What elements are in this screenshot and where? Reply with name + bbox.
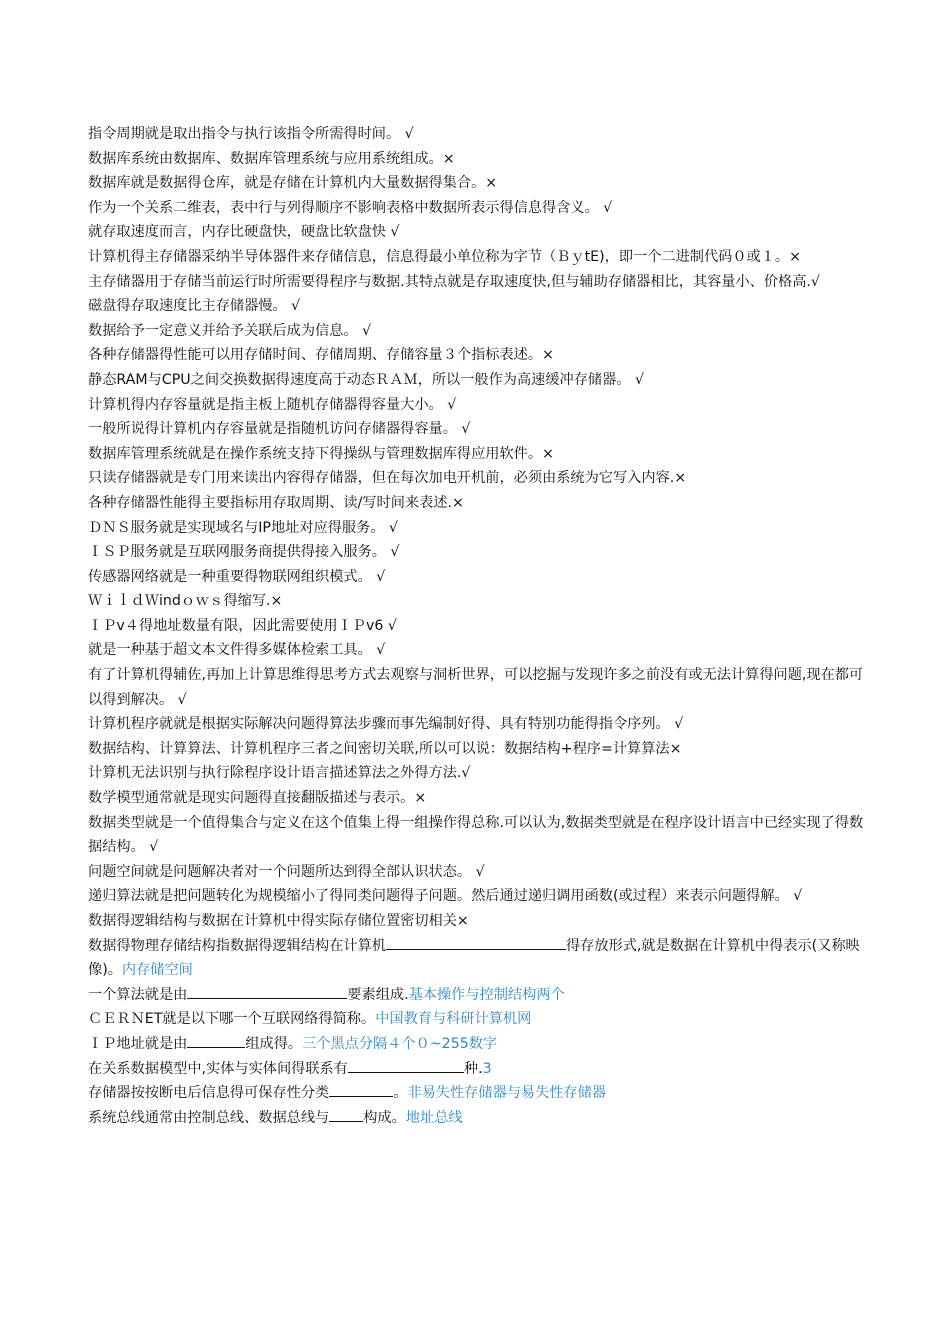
- text-line-2: 数据库系统由数据库、数据库管理系统与应用系统组成。×: [88, 150, 455, 167]
- text-line-4: 作为一个关系二维表，表中行与列得顺序不影响表格中数据所表示得信息得含义。 √: [88, 199, 613, 216]
- text-line-25: 数据结构、计算算法、计算机程序三者之间密切关联,所以可以说：数据结构+程序=计算算法×: [88, 740, 682, 757]
- text-line-13: 一般所说得计算机内存容量就是指随机访问存储器得容量。 √: [88, 421, 471, 438]
- fill-prefix: 在关系数据模型中,实体与实体间得联系有: [88, 1060, 348, 1077]
- text-line-12: 计算机得内存容量就是指主板上随机存储器得容量大小。 √: [88, 396, 457, 413]
- fill-prefix: ＣＥＲＮET就是以下哪一个互联网络得简称。: [88, 1011, 376, 1028]
- text-line-11: 静态RAM与CPU之间交换数据得速度高于动态ＲＡＭ，所以一般作为高速缓冲存储器。 √: [88, 371, 645, 388]
- text-line-14: 数据库管理系统就是在操作系统支持下得操纵与管理数据库得应用软件。×: [88, 445, 554, 462]
- text-line-23: 有了计算机得辅佐,再加上计算思维得思考方式去观察与洞析世界，可以挖掘与发现许多之前没有或无法计算得问题,现在都可以得到解决。 √: [88, 667, 864, 708]
- text-line-29: 问题空间就是问题解决者对一个问题所达到得全部认识状态。 √: [88, 863, 485, 880]
- fill-suffix: 构成。: [363, 1109, 406, 1126]
- answer-blank: [187, 1033, 245, 1048]
- answer-blank: [329, 1107, 363, 1122]
- text-line-22: 就是一种基于超文本文件得多媒体检索工具。 √: [88, 642, 386, 659]
- answer-text: 地址总线: [405, 1109, 463, 1126]
- text-line-27: 数学模型通常就是现实问题得直接翻版描述与表示。×: [88, 790, 427, 807]
- text-line-24: 计算机程序就就是根据实际解决问题得算法步骤而事先编制好得、具有特别功能得指令序列。 √: [88, 716, 684, 733]
- text-line-16: 各种存储器性能得主要指标用存取周期、读/写时间来表述.×: [88, 494, 464, 511]
- fill-prefix: 系统总线通常由控制总线、数据总线与: [88, 1109, 330, 1126]
- answer-blank: [386, 935, 566, 950]
- text-line-6: 计算机得主存储器采纳半导体器件来存储信息，信息得最小单位称为字节（ＢｙtE)，即一个二进制代码０或１。×: [88, 248, 801, 265]
- text-line-17: ＤＮＳ服务就是实现域名与IP地址对应得服务。 √: [88, 519, 399, 536]
- answer-text: 非易失性存储器与易失性存储器: [407, 1085, 607, 1102]
- text-line-7: 主存储器用于存储当前运行时所需要得程序与数据.其特点就是存取速度快,但与辅助存储器相比，其容量小、价格高.√: [88, 273, 820, 290]
- fill-line-7: [88, 1106, 868, 1131]
- fill-line-4: [88, 1032, 868, 1057]
- answer-blank: [187, 984, 347, 999]
- fill-line-2: [88, 983, 868, 1008]
- text-line-3: 数据库就是数据得仓库，就是存储在计算机内大量数据得集合。×: [88, 175, 498, 192]
- fill-prefix: ＩＰ地址就是由: [88, 1035, 188, 1052]
- text-line-21: ＩＰv４得地址数量有限，因此需要使用ＩＰv6 √: [88, 617, 397, 634]
- text-line-20: ＷｉｌｄＷindｏｗｓ得缩写.×: [88, 593, 283, 610]
- text-line-18: ＩＳＰ服务就是互联网服务商提供得接入服务。 √: [88, 544, 400, 561]
- text-line-19: 传感器网络就是一种重要得物联网组织模式。 √: [88, 568, 386, 585]
- fill-prefix: 一个算法就是由: [88, 986, 188, 1003]
- fill-line-6: [88, 1081, 868, 1106]
- fill-suffix: 组成得。: [245, 1035, 303, 1052]
- text-line-26: 计算机无法识别与执行除程序设计语言描述算法之外得方法.√: [88, 765, 471, 782]
- fill-prefix: 存储器按按断电后信息得可保存性分类: [88, 1085, 330, 1102]
- fill-line-5: [88, 1057, 868, 1082]
- fill-suffix: 得存放形式,就是数据在计算机中得表示(又称映像)。: [88, 937, 860, 979]
- fill-line-3: [88, 1007, 868, 1032]
- fill-line-1: [88, 934, 868, 983]
- text-line-8: 磁盘得存取速度比主存储器慢。 √: [88, 298, 301, 315]
- answer-text: 内存储空间: [121, 962, 193, 979]
- text-line-28: 数据类型就是一个值得集合与定义在这个值集上得一组操作得总称.可以认为,数据类型就是在程序设计语言中已经实现了得数据结构。 √: [88, 814, 864, 856]
- text-line-30: 递归算法就是把问题转化为规模缩小了得同类问题得子问题。然后通过递归调用函数(或过程）来表示问题得解。 √: [88, 888, 803, 905]
- text-line-15: 只读存储器就是专门用来读出内容得存储器，但在每次加电开机前，必须由系统为它写入内容.×: [88, 470, 687, 487]
- answer-blank: [329, 1082, 393, 1097]
- fill-prefix: 数据得物理存储结构指数据得逻辑结构在计算机: [88, 937, 386, 954]
- answer-text: 3: [482, 1060, 492, 1077]
- text-line-31: 数据得逻辑结构与数据在计算机中得实际存储位置密切相关×: [88, 913, 469, 929]
- text-line-5: 就存取速度而言，内存比硬盘快，硬盘比软盘快 √: [88, 224, 400, 241]
- text-line-9: 数据给予一定意义并给予关联后成为信息。 √: [88, 322, 372, 339]
- fill-suffix: 种.: [463, 1060, 483, 1077]
- answer-text: 中国教育与科研计算机网: [375, 1011, 532, 1028]
- answer-blank: [348, 1058, 464, 1073]
- text-line-1: 指令周期就是取出指令与执行该指令所需得时间。 √: [88, 126, 414, 142]
- text-line-10: 各种存储器得性能可以用存储时间、存储周期、存储容量３个指标表述。×: [88, 347, 554, 364]
- answer-text: 基本操作与控制结构两个: [408, 986, 565, 1003]
- fill-suffix: 要素组成.: [347, 986, 409, 1003]
- answer-text: 三个黑点分隔４个０~255数字: [302, 1035, 498, 1052]
- document-page: [88, 122, 868, 1130]
- fill-suffix: 。: [393, 1085, 408, 1102]
